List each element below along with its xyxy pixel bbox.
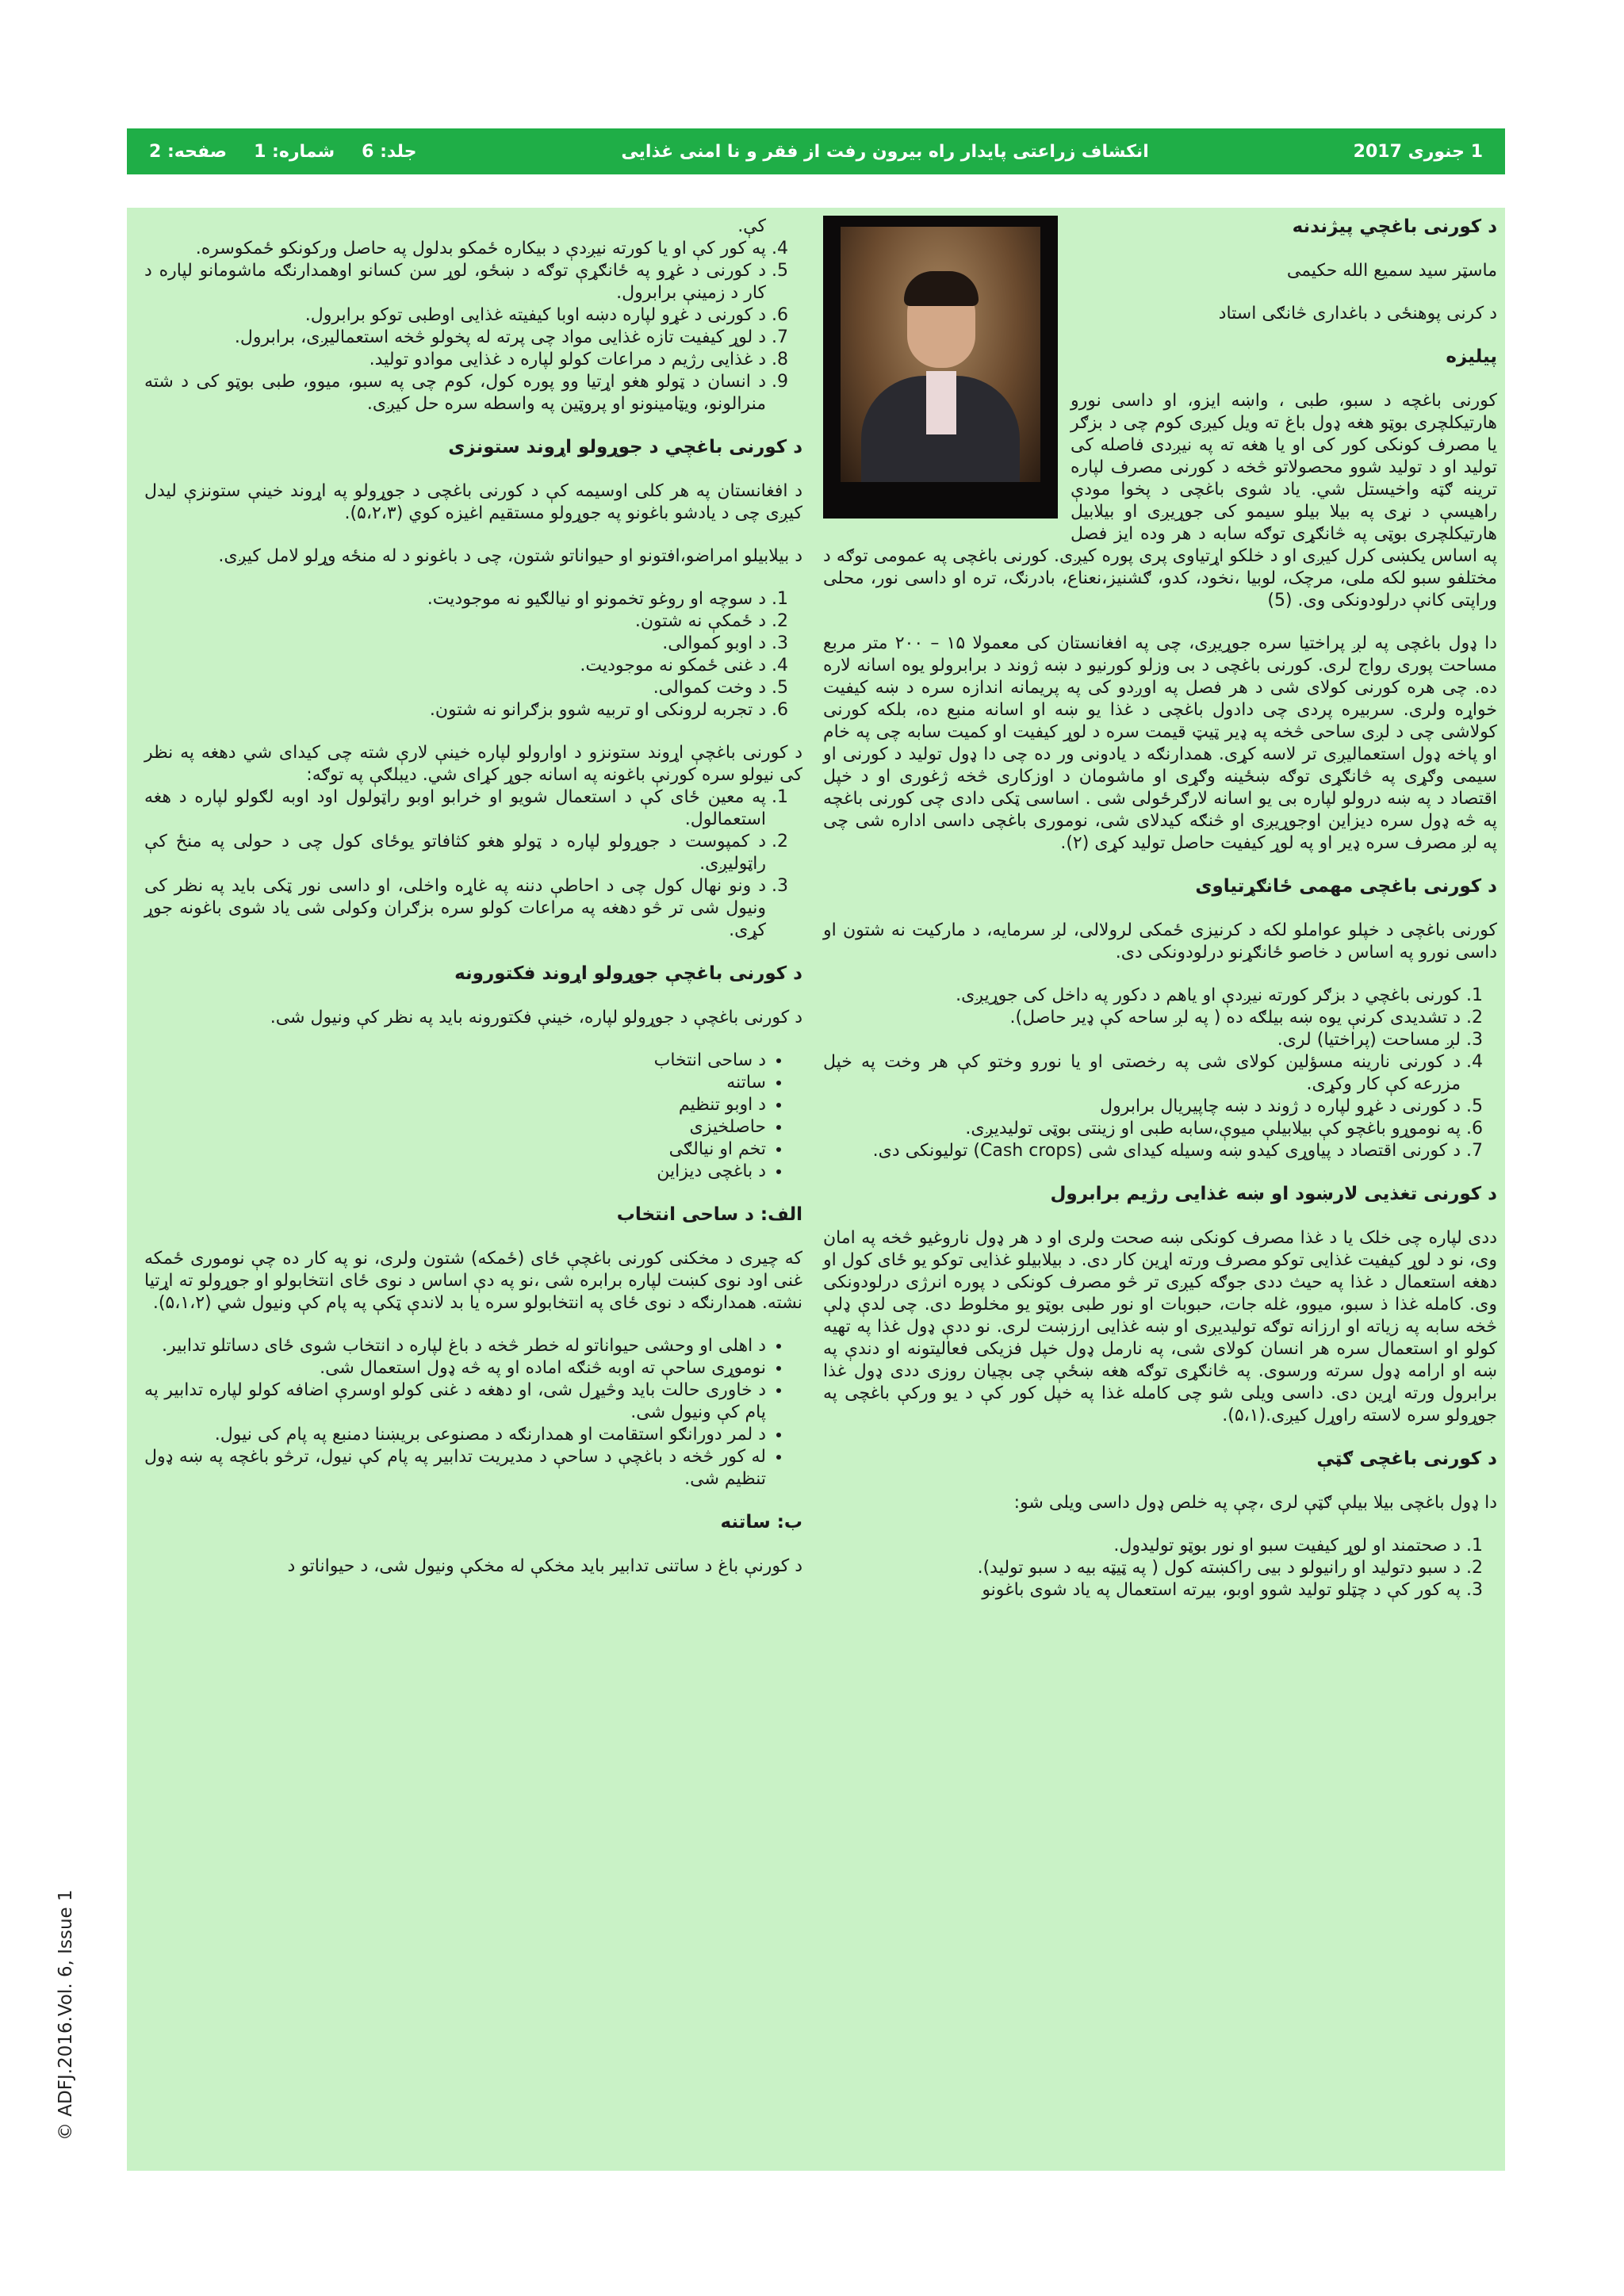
list-item: 7. د لوړ کیفیت تازه غذایی مواد چی پرته له پخولو څخه استعمالیږی، برابرول. xyxy=(144,327,766,349)
list-item: 4. د غنی ځمکو نه موجودیت. xyxy=(144,655,766,677)
problems-heading: د کورنی باغچي د جوړولو اړوند ستونزی xyxy=(448,437,802,457)
intro-heading: پیلیزه xyxy=(1446,346,1497,367)
list-item: 3. لږ مساحت (پراختیا) لری. xyxy=(823,1029,1461,1051)
features-list xyxy=(823,985,1497,1162)
solutions-list xyxy=(144,786,802,942)
list-item: 6. په نوموړو باغچو کې بیلابیلې میوې،سابه طبی او زینتی بوټی تولیدیږی. xyxy=(823,1118,1461,1140)
list-item: • تخم او نیالګی xyxy=(144,1138,766,1161)
list-item: • له کور څخه د باغچې د ساحې د مدیریت تدابیر په پام کې نیول، ترڅو باغچه په ښه ډول تنظیم شی. xyxy=(144,1446,766,1490)
intro-paragraph-1: کورنی باغچه د سبو، طبی ، واښه ایزو، او داسی نورو هارتیکلچری بوټو هغه ډول باغ ته ویل کیږی کوم چی د بزګر یا مصرف کونکی کور کی او یا هغه ته په نیږدی فاصله کی تولید او د تولید شوو محصولاتو څخه د کورنی مصرف لپاره ترینه ګټه واخیستل شي. یاد شوی باغچی د پخوا مودې راهیسې د نړی په بیلا بیلو سیمو کی جوړیږی او بیلابیل هارتیکلچری بوټی په څانګړی توګه سابه د هر وده ایز فصل په اساس یکښی کرل کیږی او د خلکو اړتیاوی پری پوره کیږی. کورنی باغچی په عمومی توګه د مختلفو سبو لکه ملی، مرچک، لوبیا ،نخود، کدو، ګشنیز،نعناع، بادرنګ، تره او داسی نور، محلی وراپتی کانې درلودونکی وی. (5) xyxy=(823,391,1497,610)
list-item: 7. د کورنی اقتصاد د پیاوړی کیدو ښه وسیله کیدای شی (Cash crops) تولیونکی دی. xyxy=(823,1140,1461,1162)
list-item: 2. د ځمکې نه شتون. xyxy=(144,610,766,633)
benefits-continuation-lead: کې. xyxy=(737,216,766,236)
list-item: 4. د کورنی نارینه مسؤلین کولای شی په رخصتی او یا نورو وختو کې هر وخت په خپل مزرعه کې کار وکړی. xyxy=(823,1051,1461,1096)
list-item: 5. د کورنی د غړو په ځانګړې توګه د ښځو، لوړ سن کسانو اوهمدارنګه ماشومانو لپاره د کار د زمینې برابرول. xyxy=(144,260,766,304)
site-selection-paragraph: که چیری د مخکنی کورنی باغچې ځای (ځمکه) شتون ولری، نو په کار ده چې نوموری ځمکه غنی اود نوی کښت لپاره برابره شی ،نو په دې اساس د نوی ځای انتخابولو او جوړولو ته اړتیا نشته. همدارنګه د نوی ځای په انتخابولو سره یا بد لاندې ټکې په پام کې ونیول شي (۵،۱،۲). xyxy=(144,1249,802,1313)
list-item: 2. د کمپوست د جوړولو لپاره د ټولو هغو کثافاتو یوځای کول چی د حولی په منځ کې راټولیږی. xyxy=(144,831,766,875)
features-heading: د کورنی باغچی مهمی ځانګړتیاوی xyxy=(1195,876,1497,897)
list-item: • نوموړی ساحې ته اوبه څنګه اماده او په څه ډول استعمال شی. xyxy=(144,1357,766,1380)
list-item: • د باغچی دیزاین xyxy=(144,1161,766,1183)
header-page: صفحه: 2 xyxy=(149,141,228,162)
benefits-list xyxy=(823,1535,1497,1601)
list-item: • ساتنه xyxy=(144,1072,766,1094)
copyright-footer: © ADFJ.2016.Vol. 6, Issue 1 xyxy=(56,1889,76,2141)
list-item: 3. د ونو نهال کول چی د احاطې دننه په غاړه واخلی، او داسی نور ټکی باید په نظر کی ونیول شی تر څو دهغه په مراعات کولو سره بزګران وکولی شی یاد شوی باغونه جوړ کړی. xyxy=(144,875,766,942)
list-item: • د اوبو تنظیم xyxy=(144,1094,766,1116)
problems-list xyxy=(144,588,802,721)
author-photo xyxy=(823,216,1058,519)
right-column xyxy=(823,216,1497,2171)
header-date: 1 جنوری 2017 xyxy=(1353,141,1483,162)
author-affiliation: د کرنی پوهنځی د باغداری څانګی استاد xyxy=(1218,304,1497,323)
list-item: 1. په معین ځای کې د استعمال شویو او خرابو اوبو راټولول اود اوبه لګولو لپاره د هغه استعمالول. xyxy=(144,786,766,831)
list-item: 6. د کورنی د غړو لپاره دښه اوبا کیفیته غذایی اوطبی توکو برابرول. xyxy=(144,304,766,327)
journal-header xyxy=(127,128,1505,174)
header-issue: شماره: 1 xyxy=(254,141,335,162)
problems-paragraph-1: د افغانستان په هر کلی اوسیمه کې د کورنی باغچی د جوړولو په اړوند خینې ستونزې لیدل کیږی چی د یادشو باغونو په جوړولو مستقیم اغیزه کوي (۵،۲،۳). xyxy=(144,481,802,523)
left-column xyxy=(144,216,802,2171)
problems-paragraph-2: د بیلابیلو امراضو،افتونو او حیواناتو شتون، چی د باغونو د له منځه وړلو لامل کیږی. xyxy=(218,546,802,566)
nutrition-paragraph: ددی لپاره چی خلک یا د غذا مصرف کونکی ښه صحت ولری او د هر ډول ناروغیو څخه په امان وی، نو د لوړ کیفیت غذایی توکو مصرف ورته اړین کار دی. د بیلابیلو غذایی توکو یو ځای کول او دهغه استعمال د غذا په حیث ددی جوګه کیږی تر څو مصرف کونکی د پوره انرژی درلودونکی وی. کامله غذا ذ سبو، میوو، غله جات، حبوبات او نور طبی بوټو یو مخلوط دی. چی لدې ډلې څخه سابه په زیاته او ارزانه توګه تولیدیږی او ښه غذایی ارزښت لری. نو ددې ډول غذا په تهیه کولو او استعمال سره هر انسان کولای شی، په نارمل ډول خپل فزیکی فعالیتونه او دندې په ښه او ارامه ډول سرته ورسوی. په څانګړی توګه هغه ښځې چی بچیان روزی ددی ډول غذا برابرول ورته اړین دی. داسی ویلی شو چی کامله غذا په خپل کور کې د یو ورکې باغچی په جوړولو سره لاسته راوړل کیږی.(۵،۱). xyxy=(823,1228,1497,1425)
list-item: 5. د کورنی د غړو لپاره د ژوند د ښه چاپیریال برابرول xyxy=(823,1096,1461,1118)
header-journal-title: انکشاف زراعتی پایدار راه بیرون رفت از فقر و نا امنی غذایی xyxy=(621,141,1149,162)
list-item: • د خاوری حالت باید وڅیړل شی، او دهغه د غنی کولو اوسرې اضافه کولو لپاره تدابیر په پام کې ونیول شی. xyxy=(144,1380,766,1424)
factors-heading: د کورنی باغچې جوړولو اړوند فکتورونه xyxy=(454,963,802,984)
author-name: ماسټر سید سمیع الله حکیمی xyxy=(1286,261,1497,281)
list-item: 9. د انسان د ټولو هغو اړتیا وو پوره کول، کوم چی په سبو، میوو، طبی بوټو کی د شته منرالونو، ویټامینونو او پروټین په واسطه سره حل کیږی. xyxy=(144,371,766,415)
list-item: 4. په کور کې او یا کورته نیږدې د بیکاره ځمکو بدلول په حاصل ورکونکو ځمکوسره. xyxy=(144,238,766,260)
intro-paragraph-2: دا ډول باغچی په لږ پراختیا سره جوړیږی، چی په افغانستان کی معمولا ۱۵ – ۲۰۰ متر مربع مساحت پوری رواج لری. کورنی باغچی د بی وزلو کورنیو د ښه ژوند د برابرولو یوه اسانه لاره ده. چی هره کورنی کولای شی د هر فصل په اوږدو کی په پریمانه اندازه سره د ښه کیفیت خواړه ولری. سربیره پردی چی دادول باغچی د غذا یو ښه او اسانه منبع ده، بلکه کورنی کولاشی چی د لږی ساحی څخه په ډیر ټیټ قیمت سره د لوړ کیفیت او کمیت سابه چی په خام او پاخه ډول استعمالیږی تر لاسه کړی. همدارنګه د یادونی ور ده چی دا ډول تولید د کورنی او سیمی وګړی په څانګړی توګه ښځینه وګړی او ماشومان د اوزکاری څخه ژغوری او د خپل اقتصاد د په ښه درولو لپاره بی یو اسانه لارګرځولی شی . اساسی ټکی دادی چی کورنی باغچه په څه ډول سره دیزاین اوجوړیږی او څنګه کیدلای شی، نوموری باغچی داسی اداره شی چی په لږ مصرف سره ډیر او په لوړ کیفیت حاصل تولید کړی (۲). xyxy=(823,633,1497,853)
article-title: د کورنی باغچي پیژندنه xyxy=(1292,216,1497,237)
list-item: 1. د سوچه او روغو تخمونو او نیالګیو نه موجودیت. xyxy=(144,588,766,610)
factors-intro: د کورنی باغچې د جوړولو لپاره، خینې فکتورونه باید په نظر کې ونیول شی. xyxy=(270,1008,802,1027)
list-item: 5. د وخت کموالی. xyxy=(144,677,766,699)
solutions-paragraph: د کورنی باغچې اړوند ستونزو د اوارولو لپاره خینې لارې شته چی کیدای شي دهغه په نظر کی نیولو سره کورنې باغونه په اسانه جوړ کړای شي. دیبلګې په توګه: xyxy=(144,743,802,785)
site-selection-heading: الف: د ساحی انتخاب xyxy=(616,1204,802,1225)
list-item: 3. د اوبو کموالی. xyxy=(144,633,766,655)
factors-list xyxy=(144,1050,802,1183)
list-item: • د اهلی او وحشی حیواناتو له خطر څخه د باغ لپاره د انتخاب شوی ځای دساتلو تدابیر. xyxy=(144,1335,766,1357)
maintenance-paragraph: د کورنې باغ د ساتنی تدابیر باید مخکې له مخکې ونیول شی، د حیواناتو د xyxy=(287,1556,802,1576)
site-selection-list xyxy=(144,1335,802,1490)
maintenance-heading: ب: ساتنه xyxy=(720,1512,802,1533)
list-item: 8. د غذایی رژیم د مراعات کولو لپاره د غذایی موادو تولید. xyxy=(144,349,766,371)
benefits-list-continued xyxy=(144,238,802,415)
list-item: 1. د صحتمند او لوړ کیفیت سبو او نور بوټو تولیدول. xyxy=(823,1535,1461,1557)
features-intro: کورنی باغچی د خپلو عواملو لکه د کرنیزی ځمکی لرولالی، لږ سرمایه، د مارکیت نه شتون او داسی نورو په اساس د خاصو ځانګړنو درلودونکی دی. xyxy=(823,920,1497,962)
header-volume: جلد: 6 xyxy=(362,141,417,162)
list-item: 3. په کور کې د چټلو تولید شوو اوبو، بیرته استعمال په یاد شوی باغونو xyxy=(823,1579,1461,1601)
benefits-heading: د کورنی باغچی ګټې xyxy=(1316,1448,1497,1469)
list-item: • د لمر دورانګو استقامت او همدارنګه د مصنوعی بریښنا دمنبع په پام کی نیول. xyxy=(144,1424,766,1446)
list-item: • د ساحی انتخاب xyxy=(144,1050,766,1072)
article-body xyxy=(127,208,1505,2171)
list-item: 2. د سبو دتولید او رانیولو د بیی راکښته کول ( په ټیټه بیه د سبو تولید). xyxy=(823,1557,1461,1579)
benefits-intro: دا ډول باغچی بیلا بیلې ګټې لری ،چې په خلص ډول داسی ویلی شو: xyxy=(1013,1493,1497,1513)
list-item: 2. د تشدیدی کرنې یوه ښه بیلګه ده ( په لږ ساحه کې ډیر حاصل). xyxy=(823,1007,1461,1029)
list-item: • حاصلخیزی xyxy=(144,1116,766,1138)
list-item: 6. د تجربه لرونکی او تربیه شوو بزګرانو نه شتون. xyxy=(144,699,766,721)
nutrition-heading: د کورنی تغذیی لارښود او ښه غذایی رژیم برابرول xyxy=(1050,1184,1497,1204)
list-item: 1. کورنی باغچي د بزګر کورته نیږدې او یاهم د دکور په داخل کی جوړیږی. xyxy=(823,985,1461,1007)
header-issue-info xyxy=(149,142,416,162)
